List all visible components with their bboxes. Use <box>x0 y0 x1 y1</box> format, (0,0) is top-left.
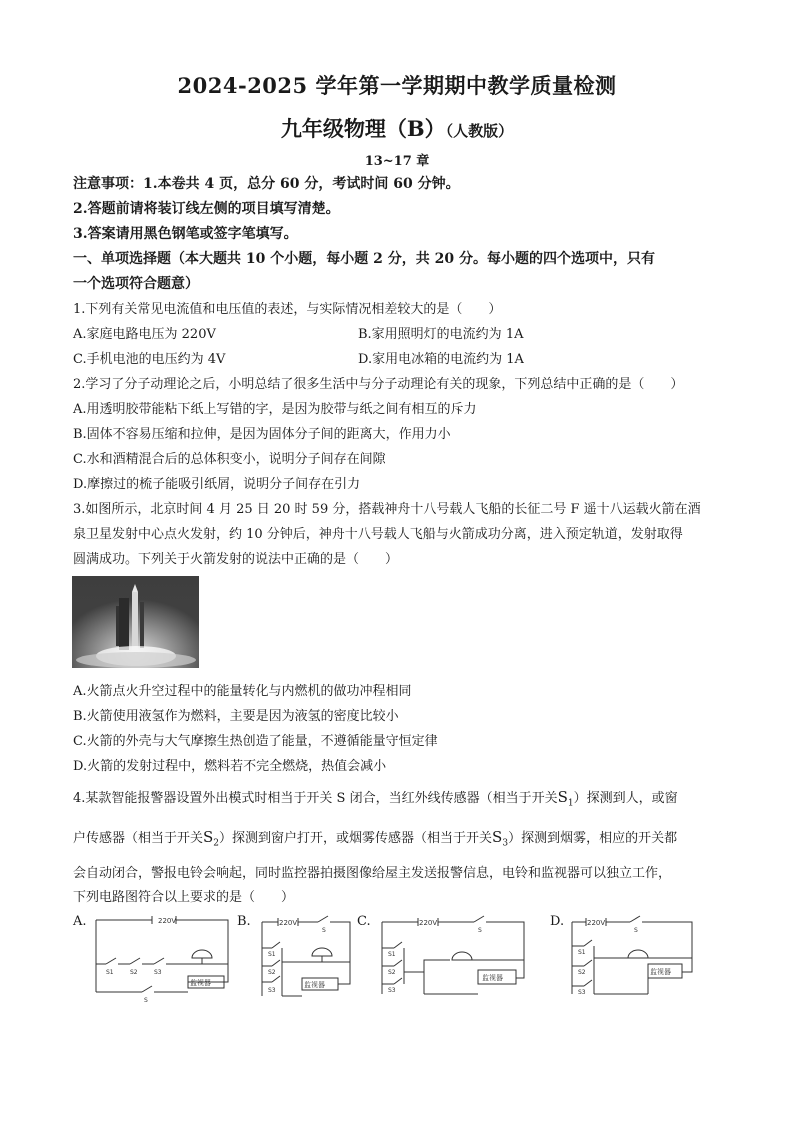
circuit-d-s1: S1 <box>578 949 586 956</box>
circuit-b-s: S <box>322 927 326 934</box>
q3-option-d: D.火箭的发射过程中，燃料若不完全燃烧，热值会减小 <box>73 759 387 774</box>
q4-stem-line2c: ）探测到烟雾，相应的开关都 <box>508 831 678 846</box>
circuit-diagram-a <box>92 912 232 1004</box>
q4-option-a-label: A. <box>73 914 87 929</box>
q4-stem-line1 <box>73 787 678 809</box>
q4-stem-line4: 下列电路图符合以上要求的是（ ） <box>73 890 295 905</box>
q3-stem-line1: 3.如图所示，北京时间 4 月 25 日 20 时 59 分，搭载神舟十八号载人飞船的长征二号 F 遥十八运载火箭在酒 <box>73 502 701 517</box>
q2-stem: 2.学习了分子动理论之后，小明总结了很多生活中与分子动理论有关的现象，下列总结中正确的是（ ） <box>73 377 684 392</box>
q4-stem-line3: 会自动闭合，警报电铃会响起，同时监控器拍摄图像给屋主发送报警信息，电铃和监视器可以独立工作， <box>73 866 672 881</box>
rocket-launch-photo <box>72 576 199 668</box>
q1-stem: 1.下列有关常见电流值和电压值的表述，与实际情况相差较大的是（ ） <box>73 302 502 317</box>
circuit-a-voltage: 220V <box>158 917 177 925</box>
circuit-c-s3: S3 <box>388 987 396 994</box>
q2-option-d: D.摩擦过的梳子能吸引纸屑，说明分子间存在引力 <box>73 477 361 492</box>
q3-option-c: C.火箭的外壳与大气摩擦生热创造了能量，不遵循能量守恒定律 <box>73 734 438 749</box>
q2-option-c: C.水和酒精混合后的总体积变小，说明分子间存在间隙 <box>73 452 386 467</box>
circuit-b-voltage: 220V <box>279 919 298 927</box>
q4-stem-line1a: 4.某款智能报警器设置外出模式时相当于开关 S 闭合，当红外线传感器（相当于开关 <box>73 791 558 806</box>
section-heading-line2: 一个选项符合题意） <box>73 276 199 292</box>
circuit-b-s2: S2 <box>268 969 276 976</box>
note-3: 3.答案请用黑色钢笔或签字笔填写。 <box>73 226 298 242</box>
q4-option-b-label: B. <box>237 914 251 929</box>
circuit-d-s: S <box>634 927 638 934</box>
exam-title: 2024-2025 学年第一学期期中教学质量检测 <box>177 73 617 98</box>
circuit-c-monitor: 监视器 <box>482 974 503 982</box>
q1-option-c: C.手机电池的电压约为 4V <box>73 352 226 367</box>
circuit-d-s3: S3 <box>578 989 586 996</box>
circuit-diagram-d <box>568 912 698 1004</box>
q4-option-c-label: C. <box>357 914 371 929</box>
q3-option-a: A.火箭点火升空过程中的能量转化与内燃机的做功冲程相同 <box>73 684 412 699</box>
rocket-launch-image <box>72 576 199 668</box>
chapter-range: 13~17 章 <box>364 154 430 169</box>
circuit-c-s2: S2 <box>388 969 396 976</box>
circuit-a-monitor: 监视器 <box>190 979 211 987</box>
circuit-a-s1: S1 <box>106 969 114 976</box>
q2-option-b: B.固体不容易压缩和拉伸，是因为固体分子间的距离大，作用力小 <box>73 427 451 442</box>
q3-stem-line2: 泉卫星发射中心点火发射，约 10 分钟后，神舟十八号载人飞船与火箭成功分离，进入预定轨道，发射取得 <box>73 527 683 542</box>
switch-s1-sub: 1 <box>567 798 574 809</box>
switch-s3-sub: 3 <box>502 838 509 849</box>
circuit-c-s1: S1 <box>388 951 396 958</box>
q4-stem-line2 <box>73 827 677 849</box>
switch-s2-sub: 2 <box>213 838 220 849</box>
subtitle-edition: （人教版） <box>445 122 514 140</box>
q4-option-d-label: D. <box>550 914 565 929</box>
section-heading-line1: 一、单项选择题（本大题共 10 个小题，每小题 2 分，共 20 分。每小题的四个选项中，只有 <box>73 251 655 267</box>
q3-option-b: B.火箭使用液氢作为燃料，主要是因为液氢的密度比较小 <box>73 709 399 724</box>
switch-s1-symbol: S <box>557 788 568 806</box>
note-1: 注意事项：1.本卷共 4 页，总分 60 分，考试时间 60 分钟。 <box>73 176 460 192</box>
q4-stem-line2b: ）探测到窗户打开，或烟雾传感器（相当于开关 <box>219 831 493 846</box>
subtitle-main: 九年级物理（B） <box>280 116 446 141</box>
q2-option-a: A.用透明胶带能粘下纸上写错的字，是因为胶带与纸之间有相互的斥力 <box>73 402 477 417</box>
q1-option-a: A.家庭电路电压为 220V <box>73 327 216 342</box>
circuit-b-monitor: 监视器 <box>304 981 325 989</box>
q4-stem-line2a: 户传感器（相当于开关 <box>73 831 204 846</box>
switch-s2-symbol: S <box>203 828 214 846</box>
q1-option-d: D.家用电冰箱的电流约为 1A <box>358 352 524 367</box>
circuit-a-s2: S2 <box>130 969 138 976</box>
circuit-diagram-c <box>378 912 528 1004</box>
note-2: 2.答题前请将装订线左侧的项目填写清楚。 <box>73 201 340 217</box>
circuit-b-s3: S3 <box>268 987 276 994</box>
exam-subtitle <box>0 113 794 143</box>
circuit-d-s2: S2 <box>578 969 586 976</box>
circuit-diagram-b <box>258 912 354 1004</box>
q4-stem-line1b: ）探测到人，或窗 <box>573 791 678 806</box>
circuit-c-voltage: 220V <box>419 919 438 927</box>
circuit-b-s1: S1 <box>268 951 276 958</box>
circuit-c-s: S <box>478 927 482 934</box>
circuit-d-monitor: 监视器 <box>650 968 671 976</box>
q1-option-b: B.家用照明灯的电流约为 1A <box>358 327 524 342</box>
circuit-a-s: S <box>144 997 148 1004</box>
q3-stem-line3: 圆满成功。下列关于火箭发射的说法中正确的是（ ） <box>73 552 399 567</box>
circuit-a-s3: S3 <box>154 969 162 976</box>
switch-s3-symbol: S <box>492 828 503 846</box>
circuit-d-voltage: 220V <box>587 919 606 927</box>
